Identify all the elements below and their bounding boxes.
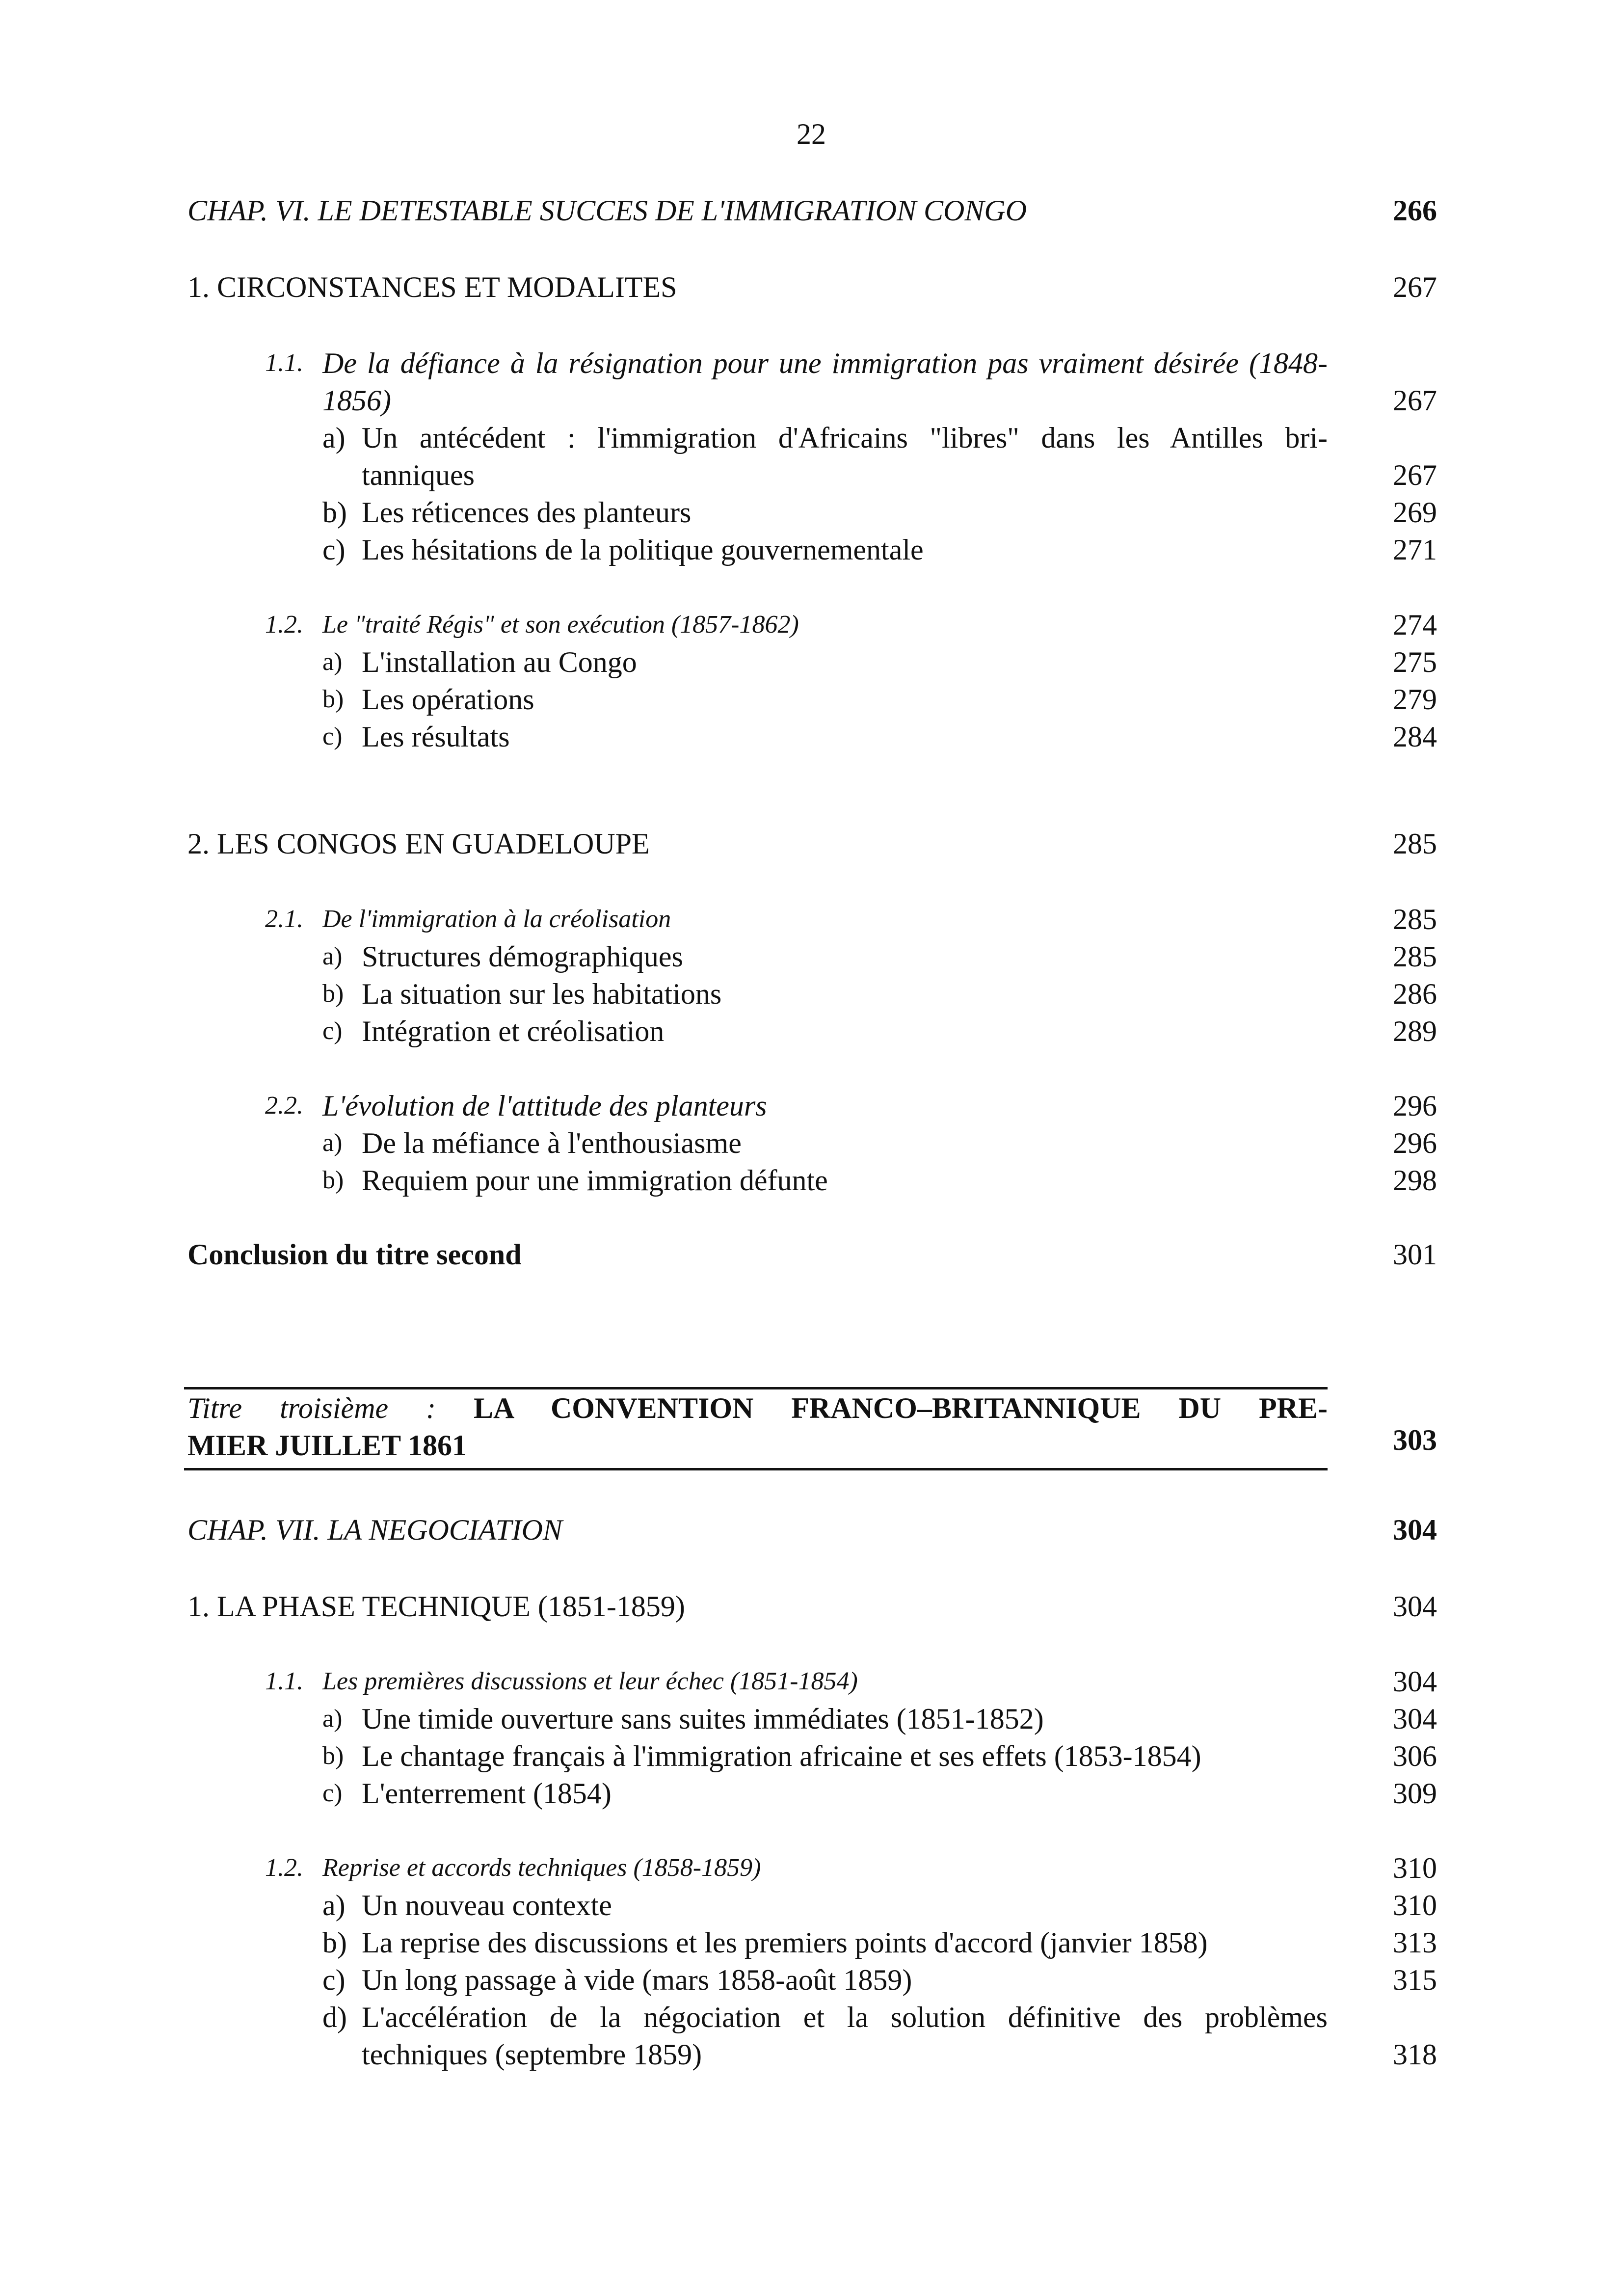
item-label: b) xyxy=(322,685,344,713)
item-page: 315 xyxy=(1393,1964,1437,1996)
item-label: a) xyxy=(322,1705,343,1733)
section-page: 304 xyxy=(1393,1590,1437,1623)
item-page: 313 xyxy=(1393,1926,1437,1959)
item-page: 275 xyxy=(1393,646,1437,678)
item-page: 289 xyxy=(1393,1015,1437,1047)
item-label: b) xyxy=(322,1926,347,1959)
conclusion-title: Conclusion du titre second xyxy=(187,1238,522,1271)
item-label: a) xyxy=(322,942,343,970)
item-label: c) xyxy=(322,722,343,750)
part-title xyxy=(187,1390,1328,1426)
item-title: Un antécédent : l'immigration d'Africains "libres" dans les Antilles bri- xyxy=(362,422,1328,454)
rule-bottom xyxy=(184,1468,1328,1470)
subsection-label: 1.2. xyxy=(265,1854,303,1882)
subsection-title: Le "traité Régis" et son exécution (1857-1862) xyxy=(322,611,799,639)
item-title: Requiem pour une immigration défunte xyxy=(362,1164,828,1197)
item-title-cont: tanniques xyxy=(362,459,475,491)
part-title-text: LA CONVENTION FRANCO–BRITANNIQUE DU PRE- xyxy=(473,1392,1328,1424)
item-page: 296 xyxy=(1393,1127,1437,1159)
subsection-label: 2.1. xyxy=(265,905,303,933)
item-label: b) xyxy=(322,1166,344,1194)
item-label: b) xyxy=(322,496,347,529)
item-page: 309 xyxy=(1393,1777,1437,1810)
item-title: La situation sur les habitations xyxy=(362,978,722,1010)
part-title-cont: MIER JUILLET 1861 xyxy=(187,1429,467,1462)
item-label: a) xyxy=(322,422,346,454)
item-title: Les réticences des planteurs xyxy=(362,496,692,529)
item-page: 269 xyxy=(1393,496,1437,529)
item-label: d) xyxy=(322,2001,347,2033)
item-label: a) xyxy=(322,1889,346,1922)
item-title: L'enterrement (1854) xyxy=(362,1777,612,1810)
item-page: 279 xyxy=(1393,683,1437,716)
item-label: a) xyxy=(322,648,343,676)
item-title: Un long passage à vide (mars 1858-août 1859) xyxy=(362,1964,912,1996)
subsection-title: De la défiance à la résignation pour une immigration pas vraiment désirée (1848- xyxy=(322,347,1328,379)
item-label: b) xyxy=(322,980,344,1008)
item-title: De la méfiance à l'enthousiasme xyxy=(362,1127,742,1159)
chapter-page: 266 xyxy=(1393,194,1437,227)
subsection-title: Reprise et accords techniques (1858-1859) xyxy=(322,1854,761,1882)
chapter-page: 304 xyxy=(1393,1514,1437,1546)
item-page: 267 xyxy=(1393,459,1437,491)
item-title: Structures démographiques xyxy=(362,940,683,973)
item-title: Un nouveau contexte xyxy=(362,1889,612,1922)
item-page: 304 xyxy=(1393,1703,1437,1735)
item-label: a) xyxy=(322,1129,343,1157)
item-page: 284 xyxy=(1393,721,1437,753)
item-title: Les hésitations de la politique gouvernementale xyxy=(362,534,924,566)
part-page: 303 xyxy=(1393,1424,1437,1456)
item-title: L'installation au Congo xyxy=(362,646,637,678)
subsection-page: 304 xyxy=(1393,1665,1437,1698)
item-title-cont: techniques (septembre 1859) xyxy=(362,2038,702,2071)
section-title: 1. LA PHASE TECHNIQUE (1851-1859) xyxy=(187,1590,685,1623)
part-prefix: Titre troisième : xyxy=(187,1392,436,1424)
subsection-title: L'évolution de l'attitude des planteurs xyxy=(322,1090,767,1122)
subsection-page: 274 xyxy=(1393,609,1437,641)
item-title: L'accélération de la négociation et la solution définitive des problèmes xyxy=(362,2001,1328,2033)
section-page: 285 xyxy=(1393,828,1437,860)
subsection-title: De l'immigration à la créolisation xyxy=(322,905,671,933)
item-title: Le chantage français à l'immigration africaine et ses effets (1853-1854) xyxy=(362,1740,1201,1772)
item-page: 318 xyxy=(1393,2038,1437,2071)
item-page: 306 xyxy=(1393,1740,1437,1772)
item-label: c) xyxy=(322,1017,343,1045)
subsection-label: 1.1. xyxy=(265,349,303,377)
item-title: Les opérations xyxy=(362,683,534,716)
item-page: 286 xyxy=(1393,978,1437,1010)
subsection-label: 1.1. xyxy=(265,1667,303,1695)
subsection-page: 296 xyxy=(1393,1090,1437,1122)
chapter-title: CHAP. VI. LE DETESTABLE SUCCES DE L'IMMIGRATION CONGO xyxy=(187,194,1027,227)
subsection-page: 310 xyxy=(1393,1852,1437,1884)
item-label: c) xyxy=(322,1964,346,1996)
page-number: 22 xyxy=(797,118,826,150)
item-label: b) xyxy=(322,1742,344,1770)
item-label: c) xyxy=(322,1779,343,1807)
section-page: 267 xyxy=(1393,271,1437,303)
item-title: Intégration et créolisation xyxy=(362,1015,665,1047)
rule-top xyxy=(184,1387,1328,1389)
item-title: La reprise des discussions et les premiers points d'accord (janvier 1858) xyxy=(362,1926,1208,1959)
item-label: c) xyxy=(322,534,346,566)
subsection-title: Les premières discussions et leur échec (1851-1854) xyxy=(322,1667,858,1695)
subsection-page: 285 xyxy=(1393,903,1437,935)
item-title: Les résultats xyxy=(362,721,510,753)
item-page: 310 xyxy=(1393,1889,1437,1922)
item-page: 298 xyxy=(1393,1164,1437,1197)
subsection-label: 1.2. xyxy=(265,611,303,639)
chapter-title: CHAP. VII. LA NEGOCIATION xyxy=(187,1514,562,1546)
item-page: 271 xyxy=(1393,534,1437,566)
item-title: Une timide ouverture sans suites immédiates (1851-1852) xyxy=(362,1703,1044,1735)
item-page: 285 xyxy=(1393,940,1437,973)
subsection-title-cont: 1856) xyxy=(322,384,391,417)
subsection-label: 2.2. xyxy=(265,1092,303,1120)
conclusion-page: 301 xyxy=(1393,1238,1437,1271)
subsection-page: 267 xyxy=(1393,384,1437,417)
section-title: 1. CIRCONSTANCES ET MODALITES xyxy=(187,271,677,303)
section-title: 2. LES CONGOS EN GUADELOUPE xyxy=(187,828,650,860)
